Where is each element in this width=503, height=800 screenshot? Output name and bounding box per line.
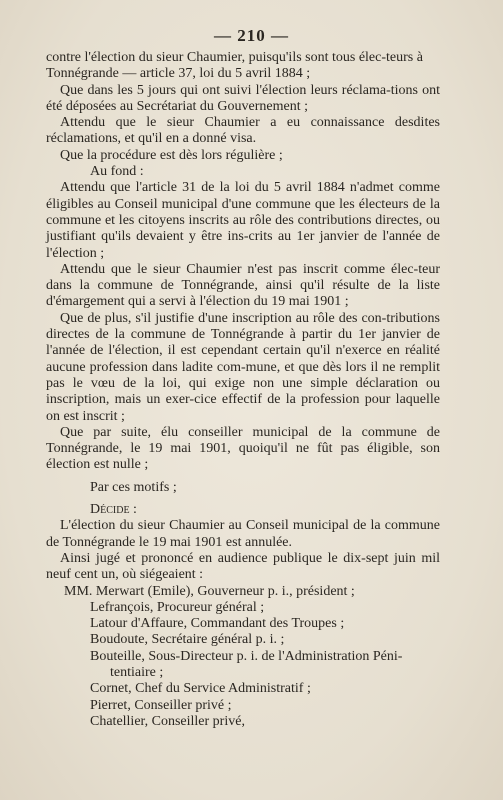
list-item: Bouteille, Sous-Directeur p. i. de l'Administration Péni-: [90, 648, 403, 664]
paragraph: Que dans les 5 jours qui ont suivi l'élection leurs réclama-tions ont été déposées au Secrétariat du Gouvernement ;: [46, 82, 440, 114]
list-item: Cornet, Chef du Service Administratif ;: [90, 681, 311, 697]
members-list: [46, 584, 440, 731]
paragraph: Que de plus, s'il justifie d'une inscription au rôle des con-tributions directes de la commune de Tonnégrande à partir du 1er janvier de l'année de l'élection, il est cependant certain qu'il n'exerce en réalité aucune profession dans ladite com-mune, et que dès lors il ne remplit pas le vœu de la loi, qui exige non une simple déclaration ou inscription, mais un exer-cice effectif de la profession pour laquelle on est inscrit ;: [46, 310, 440, 424]
paragraph: Attendu que le sieur Chaumier a eu connaissance desdites réclamations, et qu'il en a donné visa.: [46, 115, 440, 147]
paragraph: Attendu que le sieur Chaumier n'est pas inscrit comme élec-teur dans la commune de Tonnégrande, ainsi qu'il résulte de la liste d'émargement qui a servi à l'élection du 19 mai 1901 ;: [46, 261, 440, 310]
list-item: Latour d'Affaure, Commandant des Troupes ;: [90, 616, 345, 632]
document-body: [46, 50, 440, 730]
paragraph: Attendu que l'article 31 de la loi du 5 avril 1884 n'admet comme éligibles au Conseil municipal d'une commune que les électeurs de la commune et les citoyens inscrits au rôle des contributions directes, ou justifiant qu'ils devaient y être ins-crits au 1er janvier de l'année de l'élection ;: [46, 180, 440, 261]
section-heading: Au fond :: [90, 164, 144, 180]
section-heading: Décide :: [90, 502, 137, 518]
paragraph: Que par suite, élu conseiller municipal de la commune de Tonnégrande, le 19 mai 1901, quoiqu'il ne fût pas éligible, son élection est nulle ;: [46, 424, 440, 473]
paragraph: contre l'élection du sieur Chaumier, puisqu'ils sont tous élec-teurs à Tonnégrande — article 37, loi du 5 avril 1884 ;: [46, 50, 423, 82]
list-item: Pierret, Conseiller privé ;: [90, 697, 232, 713]
list-item: tentiaire ;: [110, 664, 164, 680]
paragraph: Par ces motifs ;: [90, 479, 177, 495]
page-number: — 210 —: [214, 26, 289, 45]
list-item: Lefrançois, Procureur général ;: [90, 599, 265, 615]
list-item: Boudoute, Secrétaire général p. i. ;: [90, 632, 285, 648]
list-item: Chatellier, Conseiller privé,: [90, 713, 245, 729]
paragraph: Ainsi jugé et prononcé en audience publique le dix-sept juin mil neuf cent un, où siégeaient :: [46, 550, 440, 583]
list-item: MM. Merwart (Emile), Gouverneur p. i., président ;: [64, 583, 355, 599]
paragraph: Que la procédure est dès lors régulière ;: [60, 147, 283, 163]
paragraph: L'élection du sieur Chaumier au Conseil municipal de la commune de Tonnégrande le 19 mai 1901 est annulée.: [46, 518, 440, 550]
